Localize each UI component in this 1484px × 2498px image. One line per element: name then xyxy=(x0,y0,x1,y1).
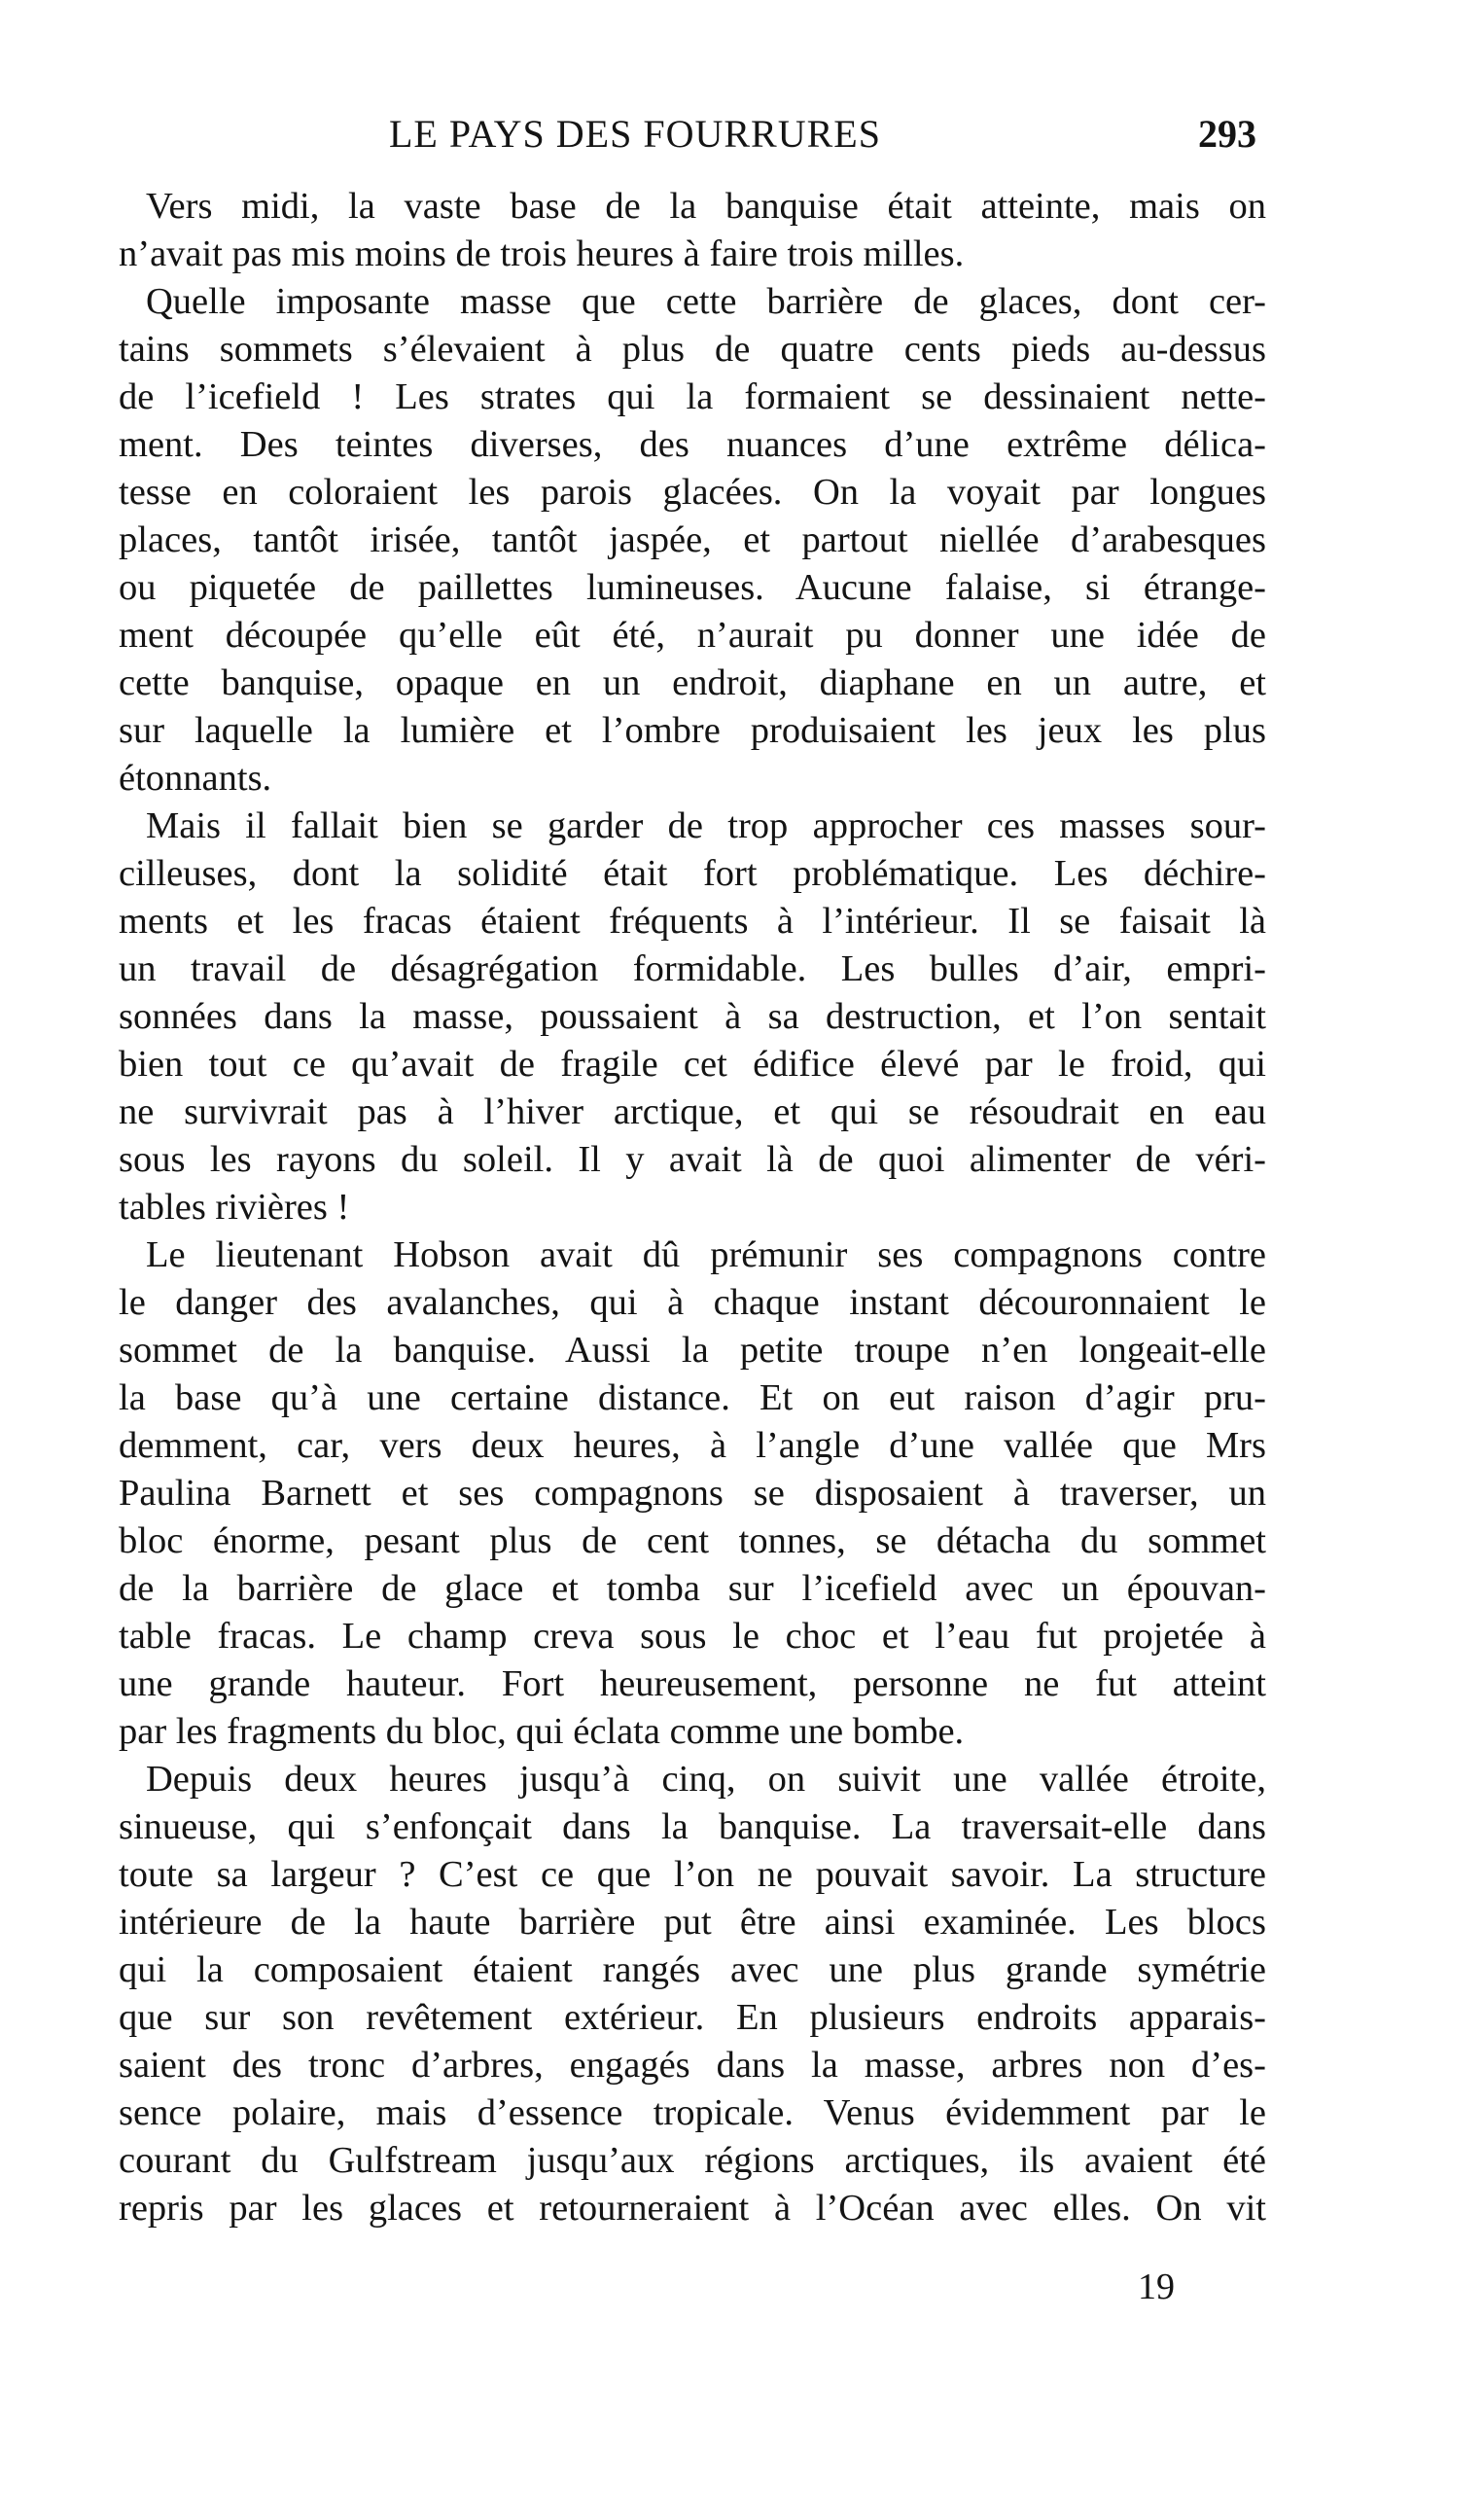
text-line: étonnants. xyxy=(119,758,272,799)
text-line: bien tout ce qu’avait de fragile cet édifice élevé par le froid, qui xyxy=(119,1044,1266,1085)
text-line: sence polaire, mais d’essence tropicale. Venus évidemment par le xyxy=(119,2092,1266,2133)
text-line: sinueuse, qui s’enfonçait dans la banquise. La traversait-elle dans xyxy=(119,1806,1266,1847)
text-line: tables rivières ! xyxy=(119,1187,350,1228)
text-line: bloc énorme, pesant plus de cent tonnes, se détacha du sommet xyxy=(119,1520,1266,1561)
text-line: repris par les glaces et retourneraient à l’Océan avec elles. On vit xyxy=(119,2188,1266,2229)
text-line: Quelle imposante masse que cette barrière de glaces, dont cer- xyxy=(146,281,1266,322)
text-line: demment, car, vers deux heures, à l’angle d’une vallée que Mrs xyxy=(119,1425,1266,1466)
text-line: toute sa largeur ? C’est ce que l’on ne pouvait savoir. La structure xyxy=(119,1854,1266,1895)
text-line: ou piquetée de paillettes lumineuses. Aucune falaise, si étrange- xyxy=(119,567,1266,608)
text-line: ment. Des teintes diverses, des nuances d’une extrême délica- xyxy=(119,424,1266,465)
text-line: tains sommets s’élevaient à plus de quatre cents pieds au-dessus xyxy=(119,329,1266,370)
text-line: intérieure de la haute barrière put être ainsi examinée. Les blocs xyxy=(119,1902,1266,1943)
text-line: Mais il fallait bien se garder de trop approcher ces masses sour- xyxy=(146,805,1266,846)
signature-mark: 19 xyxy=(1138,2266,1175,2307)
text-line: Depuis deux heures jusqu’à cinq, on suivit une vallée étroite, xyxy=(146,1759,1266,1800)
text-line: tesse en coloraient les parois glacées. On la voyait par longues xyxy=(119,472,1266,513)
body-text xyxy=(119,183,1266,2232)
text-line: de la barrière de glace et tomba sur l’icefield avec un épouvan- xyxy=(119,1568,1266,1609)
text-line: table fracas. Le champ creva sous le choc et l’eau fut projetée à xyxy=(119,1616,1266,1657)
text-line: courant du Gulfstream jusqu’aux régions arctiques, ils avaient été xyxy=(119,2140,1266,2181)
text-line: Le lieutenant Hobson avait dû prémunir ses compagnons contre xyxy=(146,1234,1266,1275)
text-line: n’avait pas mis moins de trois heures à faire trois milles. xyxy=(119,233,965,274)
text-line: que sur son revêtement extérieur. En plusieurs endroits apparais- xyxy=(119,1997,1266,2038)
text-line: Vers midi, la vaste base de la banquise était atteinte, mais on xyxy=(146,186,1266,227)
text-line: sommet de la banquise. Aussi la petite troupe n’en longeait-elle xyxy=(119,1330,1266,1371)
text-line: une grande hauteur. Fort heureusement, personne ne fut atteint xyxy=(119,1663,1266,1704)
text-line: Paulina Barnett et ses compagnons se disposaient à traverser, un xyxy=(119,1473,1266,1514)
text-line: saient des tronc d’arbres, engagés dans la masse, arbres non d’es- xyxy=(119,2045,1266,2086)
text-line: ments et les fracas étaient fréquents à l’intérieur. Il se faisait là xyxy=(119,901,1266,942)
text-line: ment découpée qu’elle eût été, n’aurait pu donner une idée de xyxy=(119,615,1266,656)
text-line: sur laquelle la lumière et l’ombre produisaient les jeux les plus xyxy=(119,710,1266,751)
text-line: sonnées dans la masse, poussaient à sa destruction, et l’on sentait xyxy=(119,996,1266,1037)
text-line: un travail de désagrégation formidable. Les bulles d’air, empri- xyxy=(119,948,1266,989)
text-line: sous les rayons du soleil. Il y avait là de quoi alimenter de véri- xyxy=(119,1139,1266,1180)
text-line: qui la composaient étaient rangés avec une plus grande symétrie xyxy=(119,1949,1266,1990)
text-line: cette banquise, opaque en un endroit, diaphane en un autre, et xyxy=(119,662,1266,703)
text-line: cilleuses, dont la solidité était fort problématique. Les déchire- xyxy=(119,853,1266,894)
page-number: 293 xyxy=(1198,112,1256,156)
text-line: la base qu’à une certaine distance. Et on eut raison d’agir pru- xyxy=(119,1377,1266,1418)
text-line: places, tantôt irisée, tantôt jaspée, et partout niellée d’arabesques xyxy=(119,519,1266,560)
text-line: de l’icefield ! Les strates qui la formaient se dessinaient nette- xyxy=(119,376,1266,417)
text-line: par les fragments du bloc, qui éclata comme une bombe. xyxy=(119,1711,965,1752)
running-title: LE PAYS DES FOURRURES xyxy=(389,112,881,156)
text-line: ne survivrait pas à l’hiver arctique, et qui se résoudrait en eau xyxy=(119,1091,1266,1132)
text-line: le danger des avalanches, qui à chaque instant découronnaient le xyxy=(119,1282,1266,1323)
